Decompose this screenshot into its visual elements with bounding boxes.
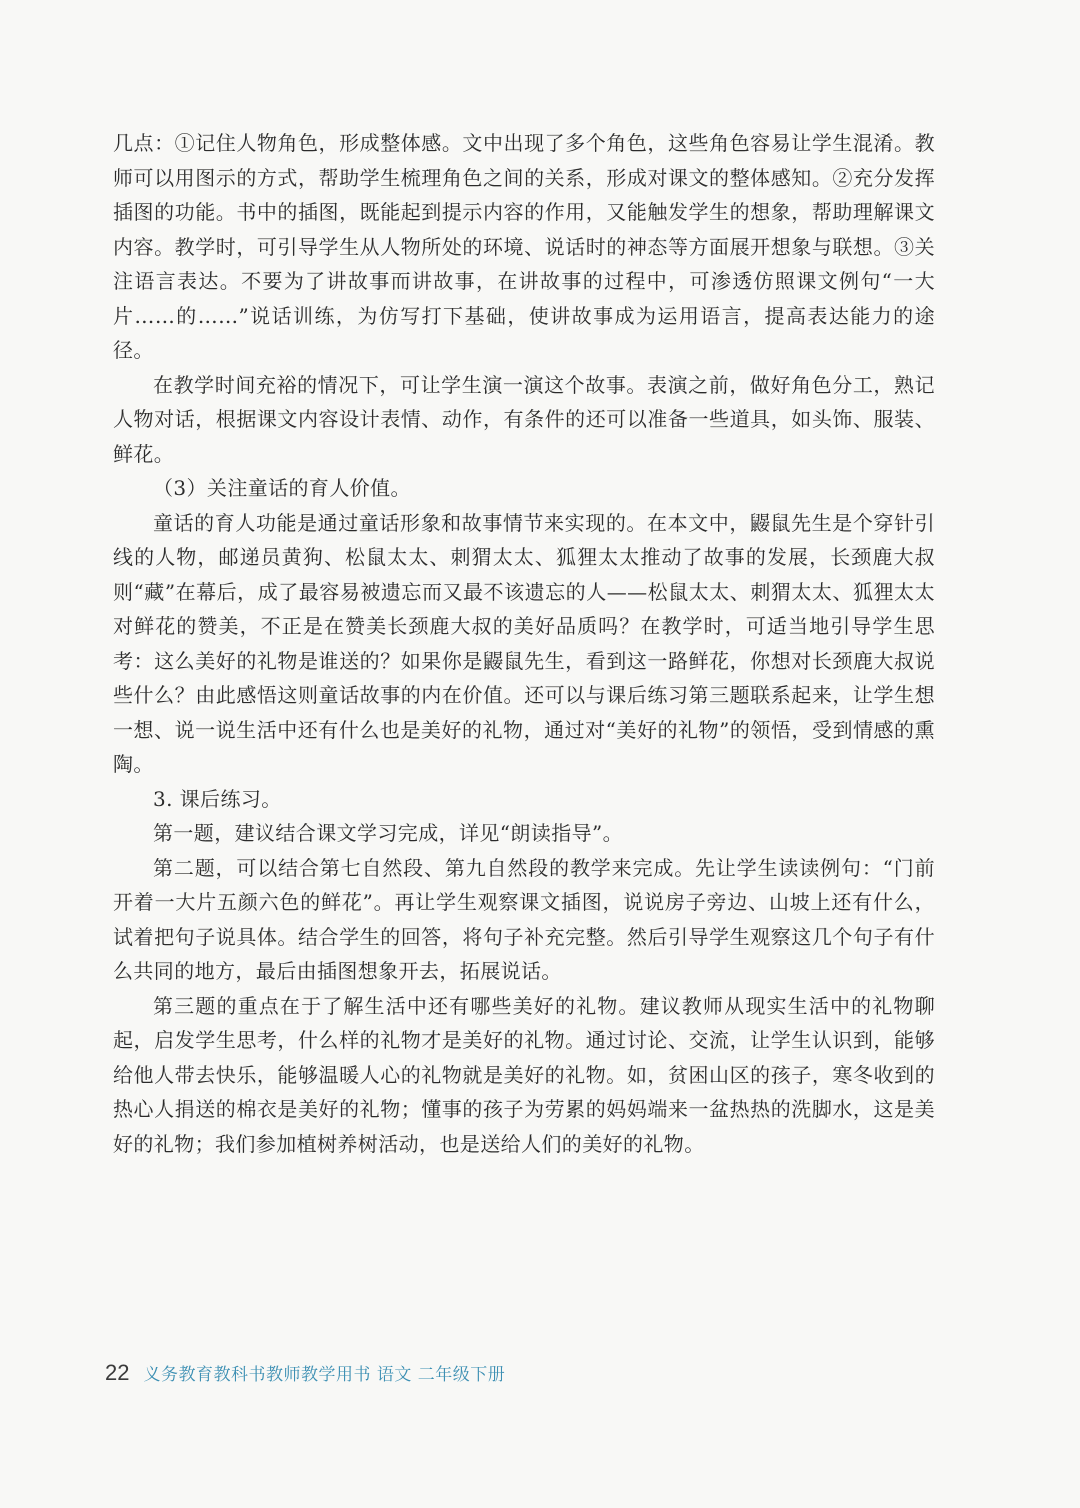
paragraph-story-teaching-points: 几点：①记住人物角色，形成整体感。文中出现了多个角色，这些角色容易让学生混淆。教师可以用图示的方式，帮助学生梳理角色之间的关系，形成对课文的整体感知。②充分发挥插图的功能。书中的插图，既能起到提示内容的作用，又能触发学生的想象，帮助理解课文内容。教学时，可引导学生从人物所处的环境、说话时的神态等方面展开想象与联想。③关注语言表达。不要为了讲故事而讲故事，在讲故事的过程中，可渗透仿照课文例句“一大片……的……”说话训练，为仿写打下基础，使讲故事成为运用语言，提高表达能力的途径。 xyxy=(113,131,935,362)
page-footer xyxy=(105,1360,505,1390)
paragraph-exercise-2: 第二题，可以结合第七自然段、第九自然段的教学来完成。先让学生读读例句：“门前开着一大片五颜六色的鲜花”。再让学生观察课文插图，说说房子旁边、山坡上还有什么，试着把句子说具体。结合学生的回答，将句子补充完整。然后引导学生观察这几个句子有什么共同的地方，最后由插图想象开去，拓展说话。 xyxy=(113,855,935,983)
paragraph-role-play: 在教学时间充裕的情况下，可让学生演一演这个故事。表演之前，做好角色分工，熟记人物对话，根据课文内容设计表情、动作，有条件的还可以准备一些道具，如头饰、服装、鲜花。 xyxy=(113,372,935,466)
page-number: 22 xyxy=(105,1360,130,1385)
section-heading-exercises: 3. 课后练习。 xyxy=(153,786,282,811)
book-title: 义务教育教科书教师教学用书 语文 二年级下册 xyxy=(143,1365,506,1385)
page-body xyxy=(113,126,935,1161)
paragraph-exercise-3: 第三题的重点在于了解生活中还有哪些美好的礼物。建议教师从现实生活中的礼物聊起，启发学生思考，什么样的礼物才是美好的礼物。通过讨论、交流，让学生认识到，能够给他人带去快乐，能够温暖人心的礼物就是美好的礼物。如，贫困山区的孩子，寒冬收到的热心人捐送的棉衣是美好的礼物；懂事的孩子为劳累的妈妈端来一盆热热的洗脚水，这是美好的礼物；我们参加植树养树活动，也是送给人们的美好的礼物。 xyxy=(113,993,935,1156)
section-heading-fairy-tale-value: （3）关注童话的育人价值。 xyxy=(153,476,411,500)
paragraph-exercise-1: 第一题，建议结合课文学习完成，详见“朗读指导”。 xyxy=(153,821,624,845)
paragraph-fairy-tale-value: 童话的育人功能是通过童话形象和故事情节来实现的。在本文中，鼹鼠先生是个穿针引线的人物，邮递员黄狗、松鼠太太、刺猬太太、狐狸太太推动了故事的发展，长颈鹿大叔则“藏”在幕后，成了最容易被遗忘而又最不该遗忘的人——松鼠太太、刺猬太太、狐狸太太对鲜花的赞美，不正是在赞美长颈鹿大叔的美好品质吗？在教学时，可适当地引导学生思考：这么美好的礼物是谁送的？如果你是鼹鼠先生，看到这一路鲜花，你想对长颈鹿大叔说些什么？由此感悟这则童话故事的内在价值。还可以与课后练习第三题联系起来，让学生想一想、说一说生活中还有什么也是美好的礼物，通过对“美好的礼物”的领悟，受到情感的熏陶。 xyxy=(113,510,935,776)
